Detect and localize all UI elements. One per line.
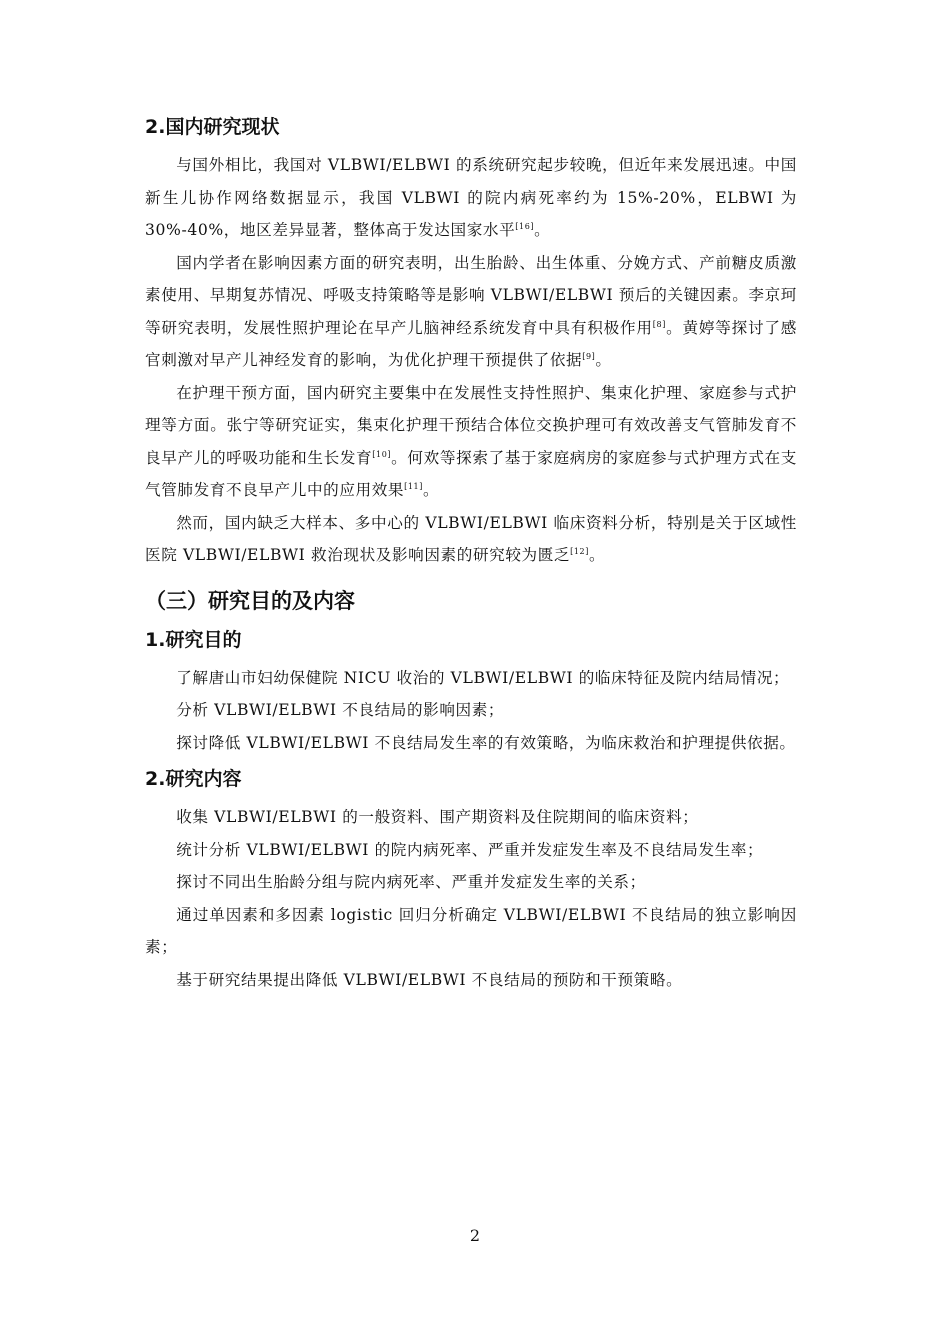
citation: [9] <box>582 351 596 361</box>
content-item: 收集 VLBWI/ELBWI 的一般资料、围产期资料及住院期间的临床资料； <box>176 808 699 826</box>
citation: [8] <box>652 319 666 329</box>
objective-item: 分析 VLBWI/ELBWI 不良结局的影响因素； <box>176 701 505 719</box>
section-heading-objectives: 1.研究目的 <box>145 628 242 651</box>
paragraph-text: 与国外相比，我国对 VLBWI/ELBWI 的系统研究起步较晚，但近年来发展迅速。中国新生儿协作网络数据显示，我国 VLBWI 的院内病死率约为 15%-20%，ELBWI 为 30%-40%，地区差异显著，整体高于发达国家水平 <box>145 156 797 239</box>
objective-item: 了解唐山市妇幼保健院 NICU 收治的 VLBWI/ELBWI 的临床特征及院内结局情况； <box>176 668 790 687</box>
paragraph-end: 。 <box>534 221 551 239</box>
paragraph-text: 。黄婷等探讨了感官刺激对早产儿神经发育的影响，为优化护理干预提供了依据 <box>145 318 797 369</box>
paragraph-text: 在护理干预方面，国内研究主要集中在发展性支持性照护、集束化护理、家庭参与式护理等方面。张宁等研究证实，集束化护理干预结合体位交换护理可有效改善支气管肺发育不良早产儿的呼吸功能和生长发育 <box>145 383 797 467</box>
paragraph-end: 。 <box>595 351 612 369</box>
objective-item: 探讨降低 VLBWI/ELBWI 不良结局发生率的有效策略，为临床救治和护理提供依据。 <box>176 733 796 752</box>
paragraph-text: 国内学者在影响因素方面的研究表明，出生胎龄、出生体重、分娩方式、产前糖皮质激素使用、早期复苏情况、呼吸支持策略等是影响 VLBWI/ELBWI 预后的关键因素。李京珂等研究表明，发展性照护理论在早产儿脑神经系统发育中具有积极作用 <box>145 253 797 337</box>
paragraph-text: 然而，国内缺乏大样本、多中心的 VLBWI/ELBWI 临床资料分析，特别是关于区域性医院 VLBWI/ELBWI 救治现状及影响因素的研究较为匮乏 <box>145 513 797 564</box>
section-heading-objectives-content: （三）研究目的及内容 <box>145 588 355 613</box>
content-item: 探讨不同出生胎龄分组与院内病死率、严重并发症发生率的关系； <box>176 873 646 891</box>
section-heading-domestic: 2.国内研究现状 <box>145 116 280 138</box>
paragraph-domestic-2 <box>145 247 797 377</box>
paragraph-text: 。何欢等探索了基于家庭病房的家庭参与式护理方式在支气管肺发育不良早产儿中的应用效果 <box>145 448 797 499</box>
citation: [11] <box>404 481 423 491</box>
citation: [16] <box>515 221 535 231</box>
section-heading-content: 2.研究内容 <box>145 768 242 790</box>
content-item: 统计分析 VLBWI/ELBWI 的院内病死率、严重并发症发生率及不良结局发生率； <box>176 840 764 859</box>
page-number: 2 <box>469 1226 481 1245</box>
paragraph-end: 。 <box>422 481 440 499</box>
paragraph-domestic-3 <box>145 377 797 507</box>
content-item: 基于研究结果提出降低 VLBWI/ELBWI 不良结局的预防和干预策略。 <box>176 970 683 989</box>
document-page <box>145 113 797 996</box>
content-item: 通过单因素和多因素 logistic 回归分析确定 VLBWI/ELBWI 不良结局的独立影响因素； <box>145 905 797 956</box>
citation: [10] <box>372 449 392 459</box>
citation: [12] <box>570 546 589 556</box>
paragraph-end: 。 <box>588 546 606 564</box>
paragraph-domestic-1 <box>145 149 797 247</box>
paragraph-domestic-4 <box>145 507 797 572</box>
